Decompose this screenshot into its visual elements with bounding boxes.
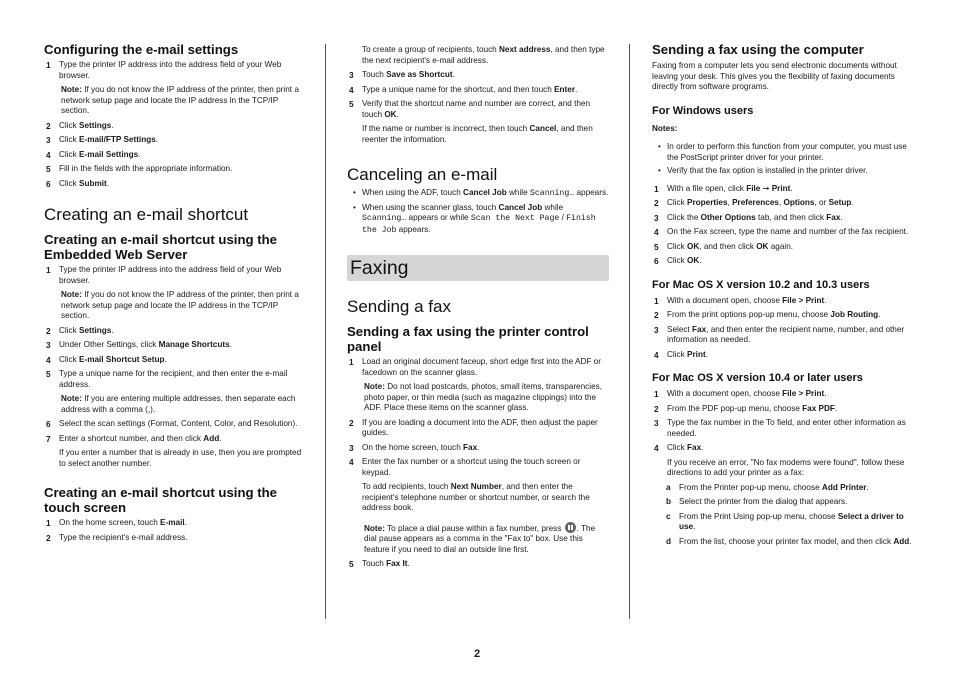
step-detail: If the name or number is incorrect, then touch Cancel, and then reenter the information.: [362, 124, 593, 144]
chapter-title-faxing: Faxing: [347, 255, 609, 281]
note: Note: Do not load postcards, photos, small items, transparencies, photo paper, or thin media (such as magazine clippings) into the ADF. Place these items on the scanner glass.: [364, 382, 603, 412]
step: 3 Click the Other Options tab, and then click Fax.: [654, 212, 843, 223]
note: Note: If you do not know the IP address of the printer, then print a network setup page and locate the IP address in the TCP/IP section.: [61, 290, 299, 320]
heading-shortcut-touch: Creating an e-mail shortcut using the touch screen: [44, 485, 278, 515]
column-right: [652, 42, 914, 551]
notes-label: Notes:: [652, 123, 678, 133]
heading-mac-10-4: For Mac OS X version 10.4 or later users: [652, 372, 863, 384]
step: 5 Verify that the shortcut name and number are correct, and then touch OK.: [349, 99, 591, 119]
step: 3 Click E-mail/FTP Settings.: [46, 135, 159, 145]
column-divider-right: [629, 44, 630, 619]
sub-step: b Select the printer from the dialog that appears.: [666, 497, 848, 506]
sub-step: a From the Printer pop-up menu, choose Add Printer.: [666, 482, 869, 492]
column-divider-left: [325, 44, 326, 619]
step: 5 Type a unique name for the recipient, and then enter the e-mail address.: [46, 369, 288, 389]
step: 3 Under Other Settings, click Manage Shortcuts.: [46, 340, 232, 350]
bullet-item: • In order to perform this function from your computer, you must use the PostScript printer driver for your printer.: [658, 142, 907, 162]
step: 2 Click Settings.: [46, 325, 114, 336]
step: 5 Fill in the fields with the appropriate information.: [46, 164, 233, 174]
step: 1 Load an original document faceup, short edge first into the ADF or facedown on the scanner glass.: [349, 357, 601, 377]
step: 1 With a file open, click File ➞ Print.: [654, 183, 793, 194]
step: 2 From the PDF pop-up menu, choose Fax PDF.: [654, 403, 838, 414]
step-detail: If you receive an error, "No fax modems were found", follow these directions to add your printer as a fax:: [667, 457, 905, 477]
step: 1 With a document open, choose File > Print.: [654, 389, 827, 399]
step: 7 Enter a shortcut number, and then click Add.: [46, 433, 222, 444]
heading-windows-users: For Windows users: [652, 104, 754, 117]
bullet-item: • When using the scanner glass, touch Cancel Job while Scanning… appears or while Scan the Next Page / Finish the Job appears.: [353, 202, 596, 235]
step: 2 Click Properties, Preferences, Options, or Setup.: [654, 198, 854, 208]
step: 5 Touch Fax It.: [349, 559, 410, 569]
step: 4 Click Fax.: [654, 443, 704, 453]
step: 1 Type the printer IP address into the address field of your Web browser.: [46, 60, 282, 80]
step-detail: If you enter a number that is already in use, then you are prompted to select another number.: [59, 448, 302, 468]
step: 3 On the home screen, touch Fax.: [349, 442, 480, 453]
heading-mac-10-2: For Mac OS X version 10.2 and 10.3 users: [652, 278, 870, 291]
step: 4 Enter the fax number or a shortcut using the touch screen or keypad.: [349, 457, 581, 477]
step-detail: To create a group of recipients, touch Next address, and then type the next recipient's e-mail address.: [362, 45, 605, 65]
step: 4 On the Fax screen, type the name and number of the fax recipient.: [654, 227, 909, 237]
step: 2 Click Settings.: [46, 120, 114, 131]
step: 5 Click OK, and then click OK again.: [654, 241, 794, 252]
step: 1 Type the printer IP address into the address field of your Web browser.: [46, 265, 282, 285]
intro-paragraph: Faxing from a computer lets you send electronic documents without leaving your desk. This gives you the flexibility of faxing documents directly from software programs.: [652, 61, 897, 91]
heading-shortcut-ews: Creating an e-mail shortcut using the Embedded Web Server: [44, 232, 278, 262]
step: 6 Click OK.: [654, 256, 702, 266]
note: Note: To place a dial pause within a fax number, press . The dial pause appears as a comma in the "Fax to" box. Use this feature if you need to dial an outside line first.: [364, 523, 596, 554]
step: 1 On the home screen, touch E-mail.: [46, 518, 187, 528]
step: 3 Select Fax, and then enter the recipient name, number, and other information as needed.: [654, 324, 905, 344]
step: 3 Type the fax number in the To field, and enter other information as needed.: [654, 418, 906, 438]
step: 4 Type a unique name for the shortcut, and then touch Enter.: [349, 84, 578, 95]
sub-step: c From the Print Using pop-up menu, choose Select a driver to use.: [666, 511, 904, 531]
heading-fax-control-panel: Sending a fax using the printer control panel: [347, 324, 589, 354]
step: 4 Click E-mail Shortcut Setup.: [46, 354, 167, 365]
bullet-item: • When using the ADF, touch Cancel Job while Scanning… appears.: [353, 188, 609, 198]
step-detail: To add recipients, touch Next Number, and then enter the recipient's telephone number or shortcut number, or search the address book.: [362, 482, 590, 512]
bullet-item: • Verify that the fax option is installed in the printer driver.: [658, 166, 868, 175]
sub-step: d From the list, choose your printer fax model, and then click Add.: [666, 536, 912, 546]
heading-creating-shortcut: Creating an e-mail shortcut: [44, 205, 249, 224]
column-middle: [347, 45, 609, 574]
heading-sending-fax: Sending a fax: [347, 297, 451, 316]
step: 6 Select the scan settings (Format, Content, Color, and Resolution).: [46, 419, 298, 429]
step: 6 Click Submit.: [46, 178, 110, 189]
note: Note: If you are entering multiple addresses, then separate each address with a comma (,).: [61, 394, 296, 414]
heading-fax-computer: Sending a fax using the computer: [652, 42, 864, 57]
step: 2 Type the recipient's e-mail address.: [46, 532, 188, 543]
note: Note: If you do not know the IP address of the printer, then print a network setup page and locate the IP address in the TCP/IP section.: [61, 85, 299, 115]
step: 4 Click Print.: [654, 349, 708, 360]
column-left: [44, 42, 307, 547]
page-number: 2: [473, 648, 481, 660]
pause-icon: [565, 522, 576, 533]
step: 1 With a document open, choose File > Print.: [654, 295, 827, 306]
step: 2 If you are loading a document into the ADF, then adjust the paper guides.: [349, 417, 598, 437]
step: 2 From the print options pop-up menu, choose Job Routing.: [654, 310, 881, 320]
step: 4 Click E-mail Settings.: [46, 149, 141, 160]
heading-canceling-email: Canceling an e-mail: [347, 165, 498, 184]
heading-configuring-email: Configuring the e-mail settings: [44, 42, 239, 57]
step: 3 Touch Save as Shortcut.: [349, 70, 455, 80]
